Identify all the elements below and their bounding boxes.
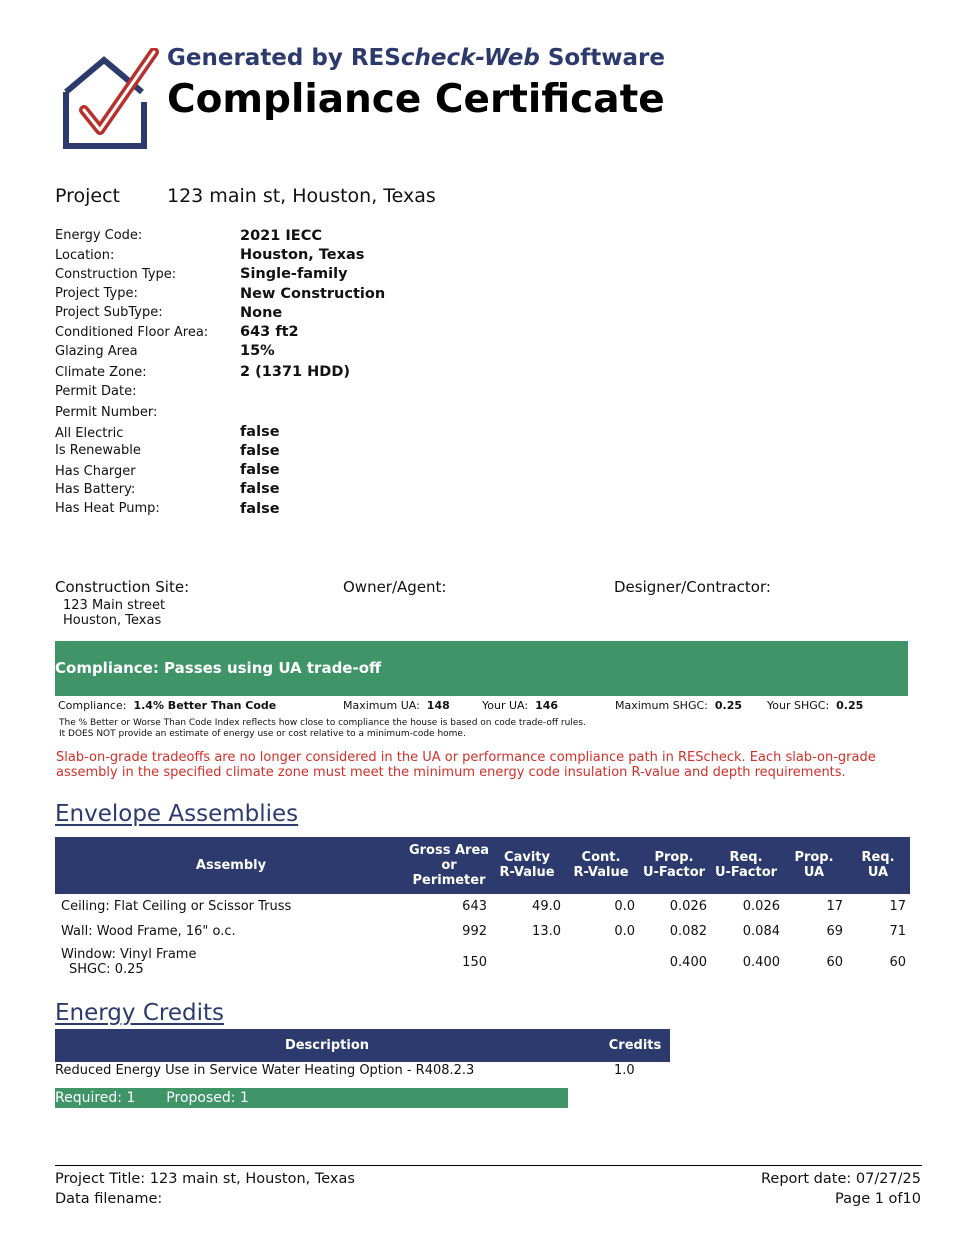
column-header: Assembly <box>195 858 267 873</box>
detail-label: Conditioned Floor Area: <box>55 325 209 340</box>
cavity-r-value: 49.0 <box>532 899 561 914</box>
credit-value: 1.0 <box>614 1063 635 1078</box>
compliance-note: It DOES NOT provide an estimate of energy use or cost relative to a minimum-code home. <box>59 729 466 739</box>
detail-value: Houston, Texas <box>240 247 365 263</box>
construction-site-label: Construction Site: <box>55 578 190 596</box>
site-address-line: Houston, Texas <box>63 613 162 628</box>
detail-label: Project SubType: <box>55 305 163 320</box>
column-header: Cavity R-Value <box>499 850 555 880</box>
footer-project-title: Project Title: 123 main st, Houston, Texas <box>55 1171 355 1187</box>
compliance-banner: Compliance: Passes using UA trade-off <box>55 641 908 696</box>
site-address-line: 123 Main street <box>63 598 166 613</box>
column-header: Cont. R-Value <box>573 850 629 880</box>
prop-ua: 69 <box>826 924 843 939</box>
detail-value: 2 (1371 HDD) <box>240 364 351 380</box>
detail-label: Permit Date: <box>55 384 137 399</box>
detail-label: Has Battery: <box>55 482 136 497</box>
prop-ua: 60 <box>826 955 843 970</box>
column-header: Req. UA <box>861 850 895 880</box>
detail-label: Climate Zone: <box>55 365 147 380</box>
footer-page-number: Page 1 of10 <box>835 1191 921 1207</box>
assembly-subtext: SHGC: 0.25 <box>69 962 144 977</box>
footer-data-filename: Data filename: <box>55 1191 163 1207</box>
max-shgc-stat: Maximum SHGC: 0.25 <box>615 699 743 712</box>
detail-value: None <box>240 305 283 321</box>
house-checkmark-logo <box>58 48 162 152</box>
detail-label: All Electric <box>55 426 124 441</box>
gross-area: 150 <box>462 955 487 970</box>
slab-warning: assembly in the specified climate zone must meet the minimum energy code insulation R-value and depth requirements. <box>56 765 846 780</box>
assembly-name: Wall: Wood Frame, 16" o.c. <box>61 924 236 939</box>
detail-value: false <box>240 501 280 517</box>
detail-value: false <box>240 462 280 478</box>
compliance-note: The % Better or Worse Than Code Index reflects how close to compliance the house is based on code trade-off rules. <box>59 718 586 728</box>
envelope-heading: Envelope Assemblies <box>55 801 299 827</box>
req-u-factor: 0.026 <box>742 899 780 914</box>
prop-u-factor: 0.082 <box>669 924 707 939</box>
generated-by-line: Generated by REScheck-Web Software <box>167 45 665 71</box>
detail-value: false <box>240 424 280 440</box>
your-shgc-stat: Your SHGC: 0.25 <box>767 699 864 712</box>
column-header: Prop. UA <box>794 850 834 880</box>
project-value: 123 main st, Houston, Texas <box>167 185 436 207</box>
req-ua: 17 <box>889 899 906 914</box>
prop-ua: 17 <box>826 899 843 914</box>
detail-label: Permit Number: <box>55 405 158 420</box>
gross-area: 992 <box>462 924 487 939</box>
credits-table-header <box>55 1029 670 1062</box>
column-header: Description <box>284 1038 370 1053</box>
cavity-r-value: 13.0 <box>532 924 561 939</box>
detail-value: 643 ft2 <box>240 324 299 340</box>
column-header: Prop. U-Factor <box>642 850 706 880</box>
detail-value: 15% <box>240 343 275 359</box>
detail-label: Location: <box>55 248 115 263</box>
project-label: Project <box>55 185 121 207</box>
cont-r-value: 0.0 <box>614 899 635 914</box>
detail-label: Has Charger <box>55 464 136 479</box>
envelope-table-header <box>55 837 910 894</box>
detail-value: Single-family <box>240 266 348 282</box>
gross-area: 643 <box>462 899 487 914</box>
your-ua-stat: Your UA: 146 <box>482 699 559 712</box>
prop-u-factor: 0.026 <box>669 899 707 914</box>
owner-agent-label: Owner/Agent: <box>343 578 447 596</box>
detail-value: 2021 IECC <box>240 228 322 244</box>
detail-value: false <box>240 481 280 497</box>
detail-label: Is Renewable <box>55 443 141 458</box>
compliance-stat: Compliance: 1.4% Better Than Code <box>58 699 277 712</box>
detail-value: false <box>240 443 280 459</box>
req-u-factor: 0.084 <box>742 924 780 939</box>
proposed-credits: Proposed: 1 <box>166 1090 249 1106</box>
assembly-name: Window: Vinyl Frame <box>61 947 197 962</box>
detail-label: Energy Code: <box>55 228 143 243</box>
designer-contractor-label: Designer/Contractor: <box>614 578 771 596</box>
assembly-name: Ceiling: Flat Ceiling or Scissor Truss <box>61 899 292 914</box>
column-header: Gross Area or Perimeter <box>408 843 490 888</box>
detail-label: Construction Type: <box>55 267 177 282</box>
column-header: Req. U-Factor <box>714 850 778 880</box>
column-header: Credits <box>608 1038 662 1053</box>
required-credits: Required: 1 <box>55 1090 136 1106</box>
cont-r-value: 0.0 <box>614 924 635 939</box>
footer-divider <box>55 1165 922 1166</box>
detail-label: Glazing Area <box>55 344 138 359</box>
credit-description: Reduced Energy Use in Service Water Heating Option - R408.2.3 <box>55 1063 475 1078</box>
req-ua: 60 <box>889 955 906 970</box>
detail-value: New Construction <box>240 286 386 302</box>
req-u-factor: 0.400 <box>742 955 780 970</box>
page-title: Compliance Certificate <box>167 77 665 122</box>
detail-label: Has Heat Pump: <box>55 501 160 516</box>
slab-warning: Slab-on-grade tradeoffs are no longer considered in the UA or performance compliance path in REScheck. Each slab-on-grade <box>56 750 876 765</box>
footer-report-date: Report date: 07/27/25 <box>761 1171 921 1187</box>
detail-label: Project Type: <box>55 286 138 301</box>
prop-u-factor: 0.400 <box>669 955 707 970</box>
credits-summary-bar <box>55 1088 568 1108</box>
max-ua-stat: Maximum UA: 148 <box>343 699 450 712</box>
req-ua: 71 <box>889 924 906 939</box>
energy-credits-heading: Energy Credits <box>55 1000 224 1026</box>
